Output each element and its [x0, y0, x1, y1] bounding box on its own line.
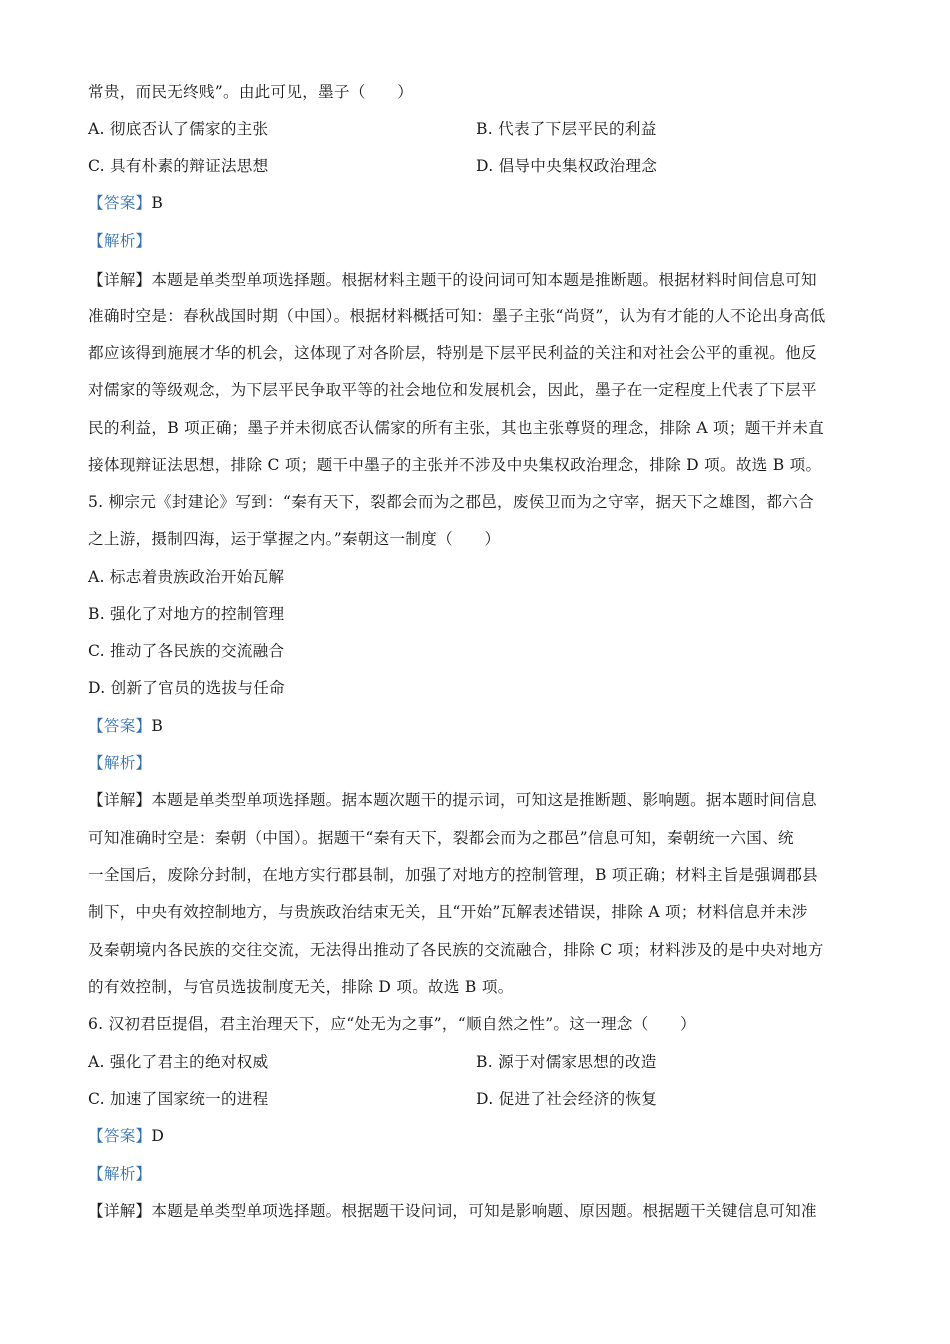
q5-option-a: A. 标志着贵族政治开始瓦解 — [88, 568, 285, 586]
q5-detail-line-5: 及秦朝境内各民族的交往交流，无法得出推动了各民族的交流融合，排除 C 项；材料涉及的是中央对地方 — [88, 941, 824, 959]
q4-option-b: B. 代表了下层平民的利益 — [476, 120, 657, 138]
answer-tag: 【答案】 — [88, 1127, 152, 1145]
q4-stem-end: 常贵，而民无终贱”。由此可见，墨子（ ） — [88, 83, 414, 101]
q4-detail-line-6: 接体现辩证法思想，排除 C 项；题干中墨子的主张并不涉及中央集权政治理念，排除 D 项。故选 B 项。 — [88, 456, 822, 474]
analysis-tag: 【解析】 — [88, 232, 152, 250]
q5-detail-line-2: 可知准确时空是：秦朝（中国）。据题干“秦有天下，裂都会而为之郡邑”信息可知，秦朝统一六国、统 — [88, 829, 794, 847]
q5-option-d: D. 创新了官员的选拔与任命 — [88, 679, 285, 697]
q5-detail-line-1: 【详解】本题是单类型单项选择题。据本题次题干的提示词，可知这是推断题、影响题。据本题时间信息 — [88, 791, 817, 809]
q4-answer: B — [151, 194, 164, 212]
q5-detail-line-3: 一全国后，废除分封制，在地方实行郡县制，加强了对地方的控制管理，B 项正确；材料主旨是强调郡县 — [88, 866, 818, 884]
detail-tag: 【详解】 — [88, 271, 152, 289]
q5-detail-line-4: 制下，中央有效控制地方，与贵族政治结束无关，且“开始”瓦解表述错误，排除 A 项；材料信息并未涉 — [88, 903, 808, 921]
q6-detail-line-1: 【详解】本题是单类型单项选择题。根据题干设问词，可知是影响题、原因题。根据题干关键信息可知准 — [88, 1202, 817, 1220]
q4-detail-line-1: 【详解】本题是单类型单项选择题。根据材料主题干的设问词可知本题是推断题。根据材料时间信息可知 — [88, 271, 817, 289]
q6-option-b: B. 源于对儒家思想的改造 — [476, 1053, 657, 1071]
q4-detail-line-3: 都应该得到施展才华的机会，这体现了对各阶层，特别是下层平民利益的关注和对社会公平的重视。他反 — [88, 344, 817, 362]
q6-answer: D — [151, 1127, 165, 1145]
q5-option-c: C. 推动了各民族的交流融合 — [88, 642, 285, 660]
q6-option-a: A. 强化了君主的绝对权威 — [88, 1053, 269, 1071]
q4-option-d: D. 倡导中央集权政治理念 — [476, 157, 658, 175]
q4-detail-line-2: 准确时空是：春秋战国时期（中国）。根据材料概括可知：墨子主张“尚贤”，认为有才能的人不论出身高低 — [88, 307, 826, 325]
q5-answer-line — [88, 716, 868, 736]
q5-answer: B — [151, 717, 164, 735]
answer-tag: 【答案】 — [88, 194, 152, 212]
q4-detail-line-4: 对儒家的等级观念，为下层平民争取平等的社会地位和发展机会，因此，墨子在一定程度上代表了下层平 — [88, 381, 817, 399]
analysis-tag: 【解析】 — [88, 754, 152, 772]
q6-stem: 6. 汉初君臣提倡，君主治理天下，应“处无为之事”，“顺自然之性”。这一理念（ ） — [88, 1015, 697, 1033]
detail-tag: 【详解】 — [88, 791, 152, 809]
q5-analysis-line — [88, 753, 868, 773]
q4-option-c: C. 具有朴素的辩证法思想 — [88, 157, 269, 175]
q6-analysis-line — [88, 1164, 868, 1184]
q4-option-a: A. 彻底否认了儒家的主张 — [88, 120, 269, 138]
q5-stem-line-1: 5. 柳宗元《封建论》写到：“秦有天下，裂都会而为之郡邑，废侯卫而为之守宰，据天下之雄图，都六合 — [88, 493, 814, 511]
analysis-tag: 【解析】 — [88, 1165, 152, 1183]
q4-detail-line-5: 民的利益，B 项正确；墨子并未彻底否认儒家的所有主张，其也主张尊贤的理念，排除 A 项；题干并未直 — [88, 419, 824, 437]
q5-stem-line-2: 之上游，摄制四海，运于掌握之内。”秦朝这一制度（ ） — [88, 530, 501, 548]
detail-tag: 【详解】 — [88, 1202, 152, 1220]
answer-tag: 【答案】 — [88, 717, 152, 735]
q5-detail-line-6: 的有效控制，与官员选拔制度无关，排除 D 项。故选 B 项。 — [88, 978, 514, 996]
q6-answer-line — [88, 1126, 868, 1146]
q4-answer-line — [88, 193, 868, 213]
q6-option-d: D. 促进了社会经济的恢复 — [476, 1090, 658, 1108]
q6-option-c: C. 加速了国家统一的进程 — [88, 1090, 269, 1108]
q5-option-b: B. 强化了对地方的控制管理 — [88, 605, 285, 623]
q4-analysis-line — [88, 231, 868, 251]
